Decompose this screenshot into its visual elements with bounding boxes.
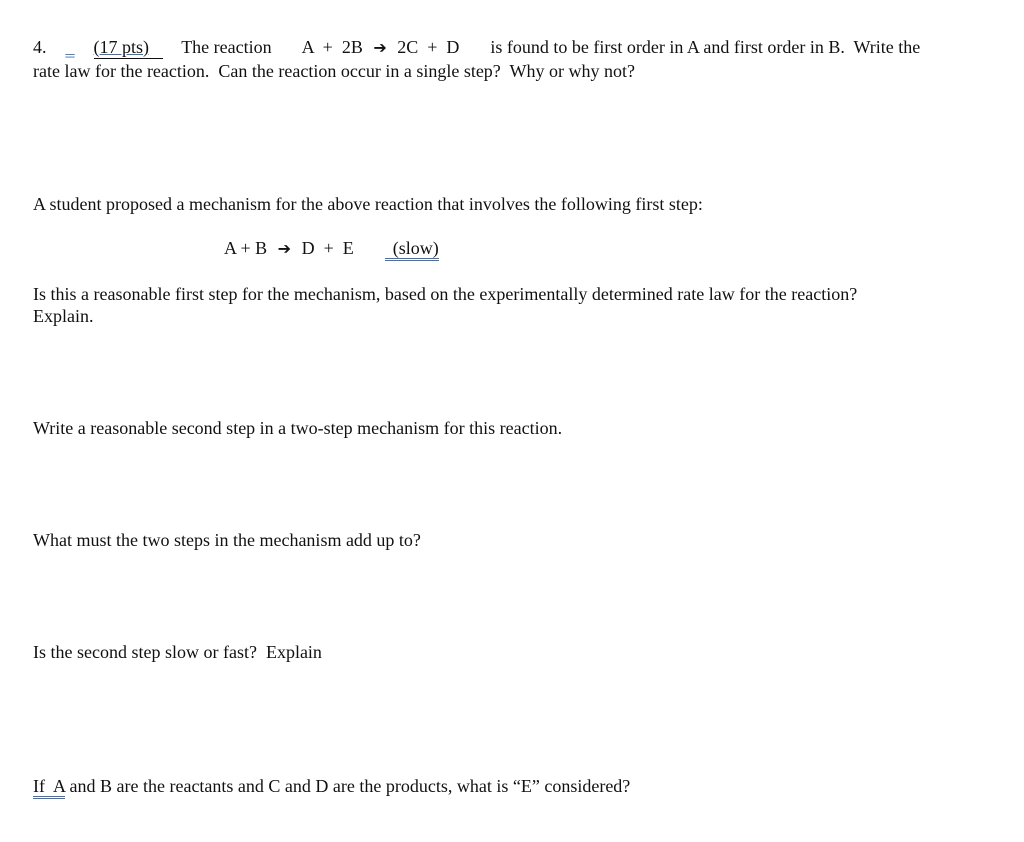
final-prompt-lead: If A xyxy=(33,776,65,799)
second-step-prompt: Write a reasonable second step in a two-step mechanism for this reaction. xyxy=(33,418,563,438)
reaction-right: 2C + D xyxy=(397,37,460,57)
question-number: 4. xyxy=(33,37,47,57)
points-label: (17 pts) xyxy=(94,36,163,59)
step1-right: D + E xyxy=(301,238,354,258)
reaction-arrow-icon: ➔ xyxy=(373,38,387,57)
mechanism-intro: A student proposed a mechanism for the above reaction that involves the following first step: xyxy=(33,194,703,214)
step1-left: A + B xyxy=(224,238,268,258)
mechanism-step1 xyxy=(224,237,439,260)
reasonable-question-line2: Explain. xyxy=(33,306,94,326)
sum-prompt: What must the two steps in the mechanism add up to? xyxy=(33,530,421,550)
reaction-intro: The reaction xyxy=(181,37,272,57)
reasonable-question-line1: Is this a reasonable first step for the mechanism, based on the experimentally determined rate law for the reaction? xyxy=(33,284,858,304)
reaction-order-text: is found to be first order in A and first order in B. Write the xyxy=(490,37,921,57)
step1-note: (slow) xyxy=(385,238,439,261)
question-4-line1 xyxy=(33,36,920,59)
speed-prompt: Is the second step slow or fast? Explain xyxy=(33,642,322,662)
question-4-line2: rate law for the reaction. Can the reaction occur in a single step? Why or why not? xyxy=(33,61,635,81)
final-prompt xyxy=(33,775,630,797)
reaction-left: A + 2B xyxy=(301,37,363,57)
final-prompt-rest: and B are the reactants and C and D are the products, what is “E” considered? xyxy=(65,776,631,796)
step1-arrow-icon: ➔ xyxy=(277,239,292,258)
blank-marker: ‗ xyxy=(65,37,75,57)
